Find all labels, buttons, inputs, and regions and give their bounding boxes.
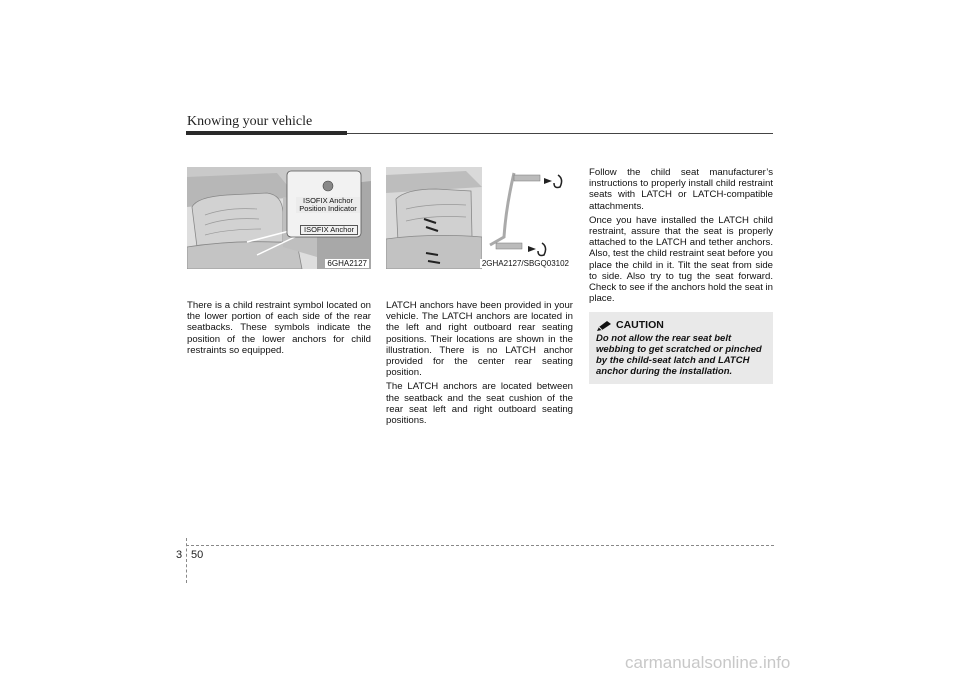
figure1-code: 6GHA2127 <box>327 259 367 268</box>
isofix-seat-illustration <box>187 167 371 269</box>
latch-anchor-drawing <box>386 167 573 269</box>
caution-title: CAUTION <box>616 319 664 331</box>
footer-rule <box>186 545 774 546</box>
latch-anchor-illustration <box>386 167 573 269</box>
figure2-code: 2GHA2127/SBGQ03102 <box>481 259 569 268</box>
isofix-anchor-label: ISOFIX Anchor <box>300 225 358 235</box>
indicator-label-line1: ISOFIX Anchor <box>302 196 354 205</box>
column2-paragraph2: The LATCH anchors are located between the seatback and the seat cushion of the rear seat left and right outboard seating positions. <box>386 381 573 427</box>
column2-text <box>386 300 573 429</box>
header-rule-thick <box>186 131 347 135</box>
column3-paragraph1: Follow the child seat manufacturer’s instructions to properly install child restraint seats with LATCH or LATCH-compatible attachments. <box>589 167 773 212</box>
caution-box <box>589 312 773 384</box>
caution-pencil-icon <box>596 320 612 332</box>
column3-paragraph2: Once you have installed the LATCH child restraint, assure that the seat is properly attached to the LATCH and tether anchors. Also, test the child restraint seat before you place the child in it. Tilt the seat from side to side. Also try to tug the seat forward. Check to see if the anchors hold the seat in place. <box>589 214 773 305</box>
rear-seat-drawing <box>187 167 371 269</box>
caution-body: Do not allow the rear seat belt webbing to get scratched or pinched by the child-seat latch and LATCH anchor during the installation. <box>596 333 762 377</box>
section-title: Knowing your vehicle <box>187 114 313 129</box>
header-rule-thin <box>347 133 773 134</box>
watermark-text: carmanualsonline.info <box>625 653 791 672</box>
column2-paragraph1: LATCH anchors have been provided in your vehicle. The LATCH anchors are located in the left and right outboard rear seating positions. Their locations are shown in the illustration. There is no LATCH anchor provided for the center rear seating position. <box>386 300 573 379</box>
column1-paragraph: There is a child restraint symbol located on the lower portion of each side of the rear seatbacks. These symbols indicate the position of the lower anchors for child restraints so equipped. <box>187 300 371 356</box>
page-number: 50 <box>191 549 204 561</box>
footer-divider <box>186 538 187 583</box>
column1-text <box>187 300 371 359</box>
column3-text <box>589 167 773 307</box>
indicator-label-line2: Position Indicator <box>299 204 357 213</box>
section-number: 3 <box>176 549 183 561</box>
